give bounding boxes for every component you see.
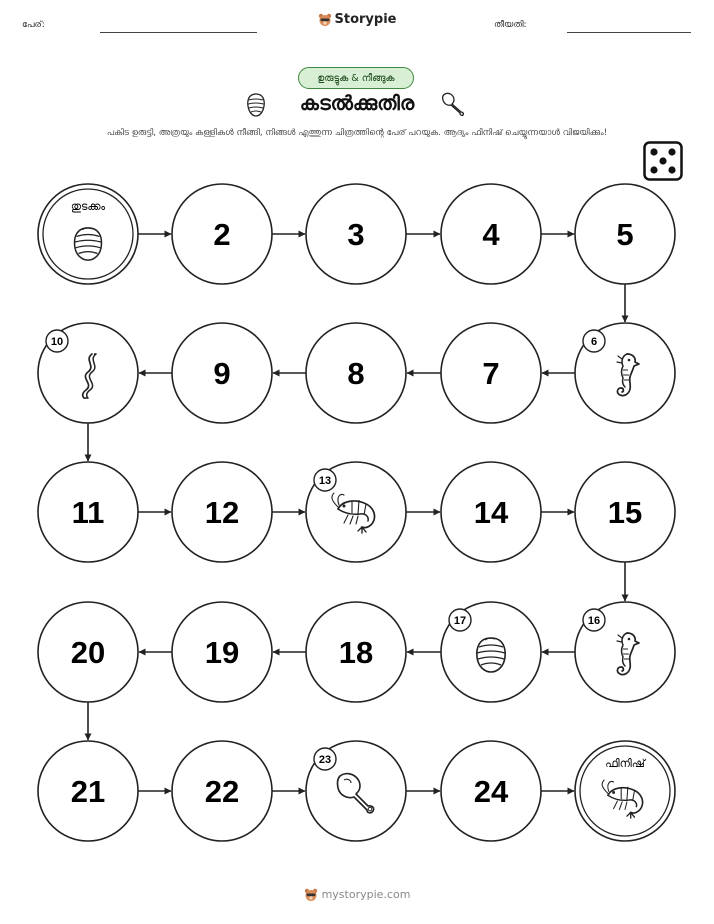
board-cell-14[interactable] bbox=[441, 462, 541, 562]
cell-number: 4 bbox=[482, 217, 500, 252]
badge-number: 17 bbox=[453, 615, 467, 627]
cell-number-badge bbox=[46, 330, 68, 352]
cell-number: 12 bbox=[204, 495, 240, 530]
cell-number-badge bbox=[314, 469, 336, 491]
board-cell-20[interactable] bbox=[38, 602, 138, 702]
shell-icon bbox=[477, 638, 505, 672]
cell-number: 5 bbox=[616, 217, 634, 252]
start-label: തുടക്കം bbox=[70, 200, 106, 213]
cell-number-badge bbox=[449, 609, 471, 631]
board-cell-17[interactable] bbox=[441, 602, 541, 702]
cell-number: 7 bbox=[482, 356, 500, 391]
badge-number: 10 bbox=[50, 336, 64, 348]
board-cell-23[interactable] bbox=[306, 741, 406, 841]
board-cell-10[interactable] bbox=[38, 323, 138, 423]
cell-number-badge bbox=[314, 748, 336, 770]
brand-name: Storypie bbox=[334, 12, 397, 27]
cell-number: 18 bbox=[338, 635, 374, 670]
cell-number: 24 bbox=[473, 774, 509, 809]
board-cell-7[interactable] bbox=[441, 323, 541, 423]
cell-number: 20 bbox=[70, 635, 106, 670]
instructions: പകിട ഉരുട്ടി, അത്രയും കള്ളികൾ നീങ്ങി, നിങ്ങൾ എത്തുന്ന ചിത്രത്തിന്റെ പേര് പറയുക. ആദ്യം ഫിനിഷ് ചെയ്യുന്നയാൾ വിജയിക്കും! bbox=[106, 128, 608, 138]
badge-number: 6 bbox=[590, 336, 598, 348]
board-cell-15[interactable] bbox=[575, 462, 675, 562]
board-cell-19[interactable] bbox=[172, 602, 272, 702]
board-cell-21[interactable] bbox=[38, 741, 138, 841]
cell-number: 3 bbox=[347, 217, 365, 252]
board-cell-18[interactable] bbox=[306, 602, 406, 702]
cell-number: 15 bbox=[607, 495, 643, 530]
name-label: പേര്: bbox=[22, 20, 45, 30]
board-cell-25[interactable] bbox=[575, 741, 675, 841]
board-cell-2[interactable] bbox=[172, 184, 272, 284]
cell-number: 11 bbox=[71, 495, 105, 530]
board-cell-13[interactable] bbox=[306, 462, 406, 562]
cell-number: 19 bbox=[204, 635, 240, 670]
cell-number-badge bbox=[583, 609, 605, 631]
footer-site[interactable]: mystorypie.com bbox=[321, 888, 411, 901]
badge-number: 16 bbox=[587, 615, 601, 627]
shell-icon bbox=[75, 228, 102, 260]
board-cell-9[interactable] bbox=[172, 323, 272, 423]
board-cell-8[interactable] bbox=[306, 323, 406, 423]
category-badge: ഉരുട്ടുക & നീങ്ങുക bbox=[298, 67, 414, 89]
cell-number: 9 bbox=[213, 356, 231, 391]
board-cell-6[interactable] bbox=[575, 323, 675, 423]
page-title: കടൽക്കുതിര bbox=[299, 91, 415, 115]
board-cell-24[interactable] bbox=[441, 741, 541, 841]
board-cell-11[interactable] bbox=[38, 462, 138, 562]
board-cell-12[interactable] bbox=[172, 462, 272, 562]
cell-number: 22 bbox=[204, 774, 240, 809]
board-cell-1[interactable] bbox=[38, 184, 138, 284]
finish-label: ഫിനിഷ് bbox=[605, 757, 645, 770]
bear-logo-icon bbox=[304, 888, 318, 902]
board-cell-3[interactable] bbox=[306, 184, 406, 284]
cell-number: 21 bbox=[70, 774, 106, 809]
board-cell-5[interactable] bbox=[575, 184, 675, 284]
date-label: തീയതി: bbox=[494, 20, 527, 30]
board-cell-4[interactable] bbox=[441, 184, 541, 284]
board-cell-22[interactable] bbox=[172, 741, 272, 841]
footer bbox=[0, 888, 714, 902]
board-cell-16[interactable] bbox=[575, 602, 675, 702]
cell-number-badge bbox=[583, 330, 605, 352]
cell-number: 2 bbox=[213, 217, 231, 252]
cell-number: 8 bbox=[347, 356, 365, 391]
badge-number: 13 bbox=[318, 475, 332, 487]
cell-number: 14 bbox=[473, 495, 509, 530]
badge-number: 23 bbox=[318, 754, 332, 766]
